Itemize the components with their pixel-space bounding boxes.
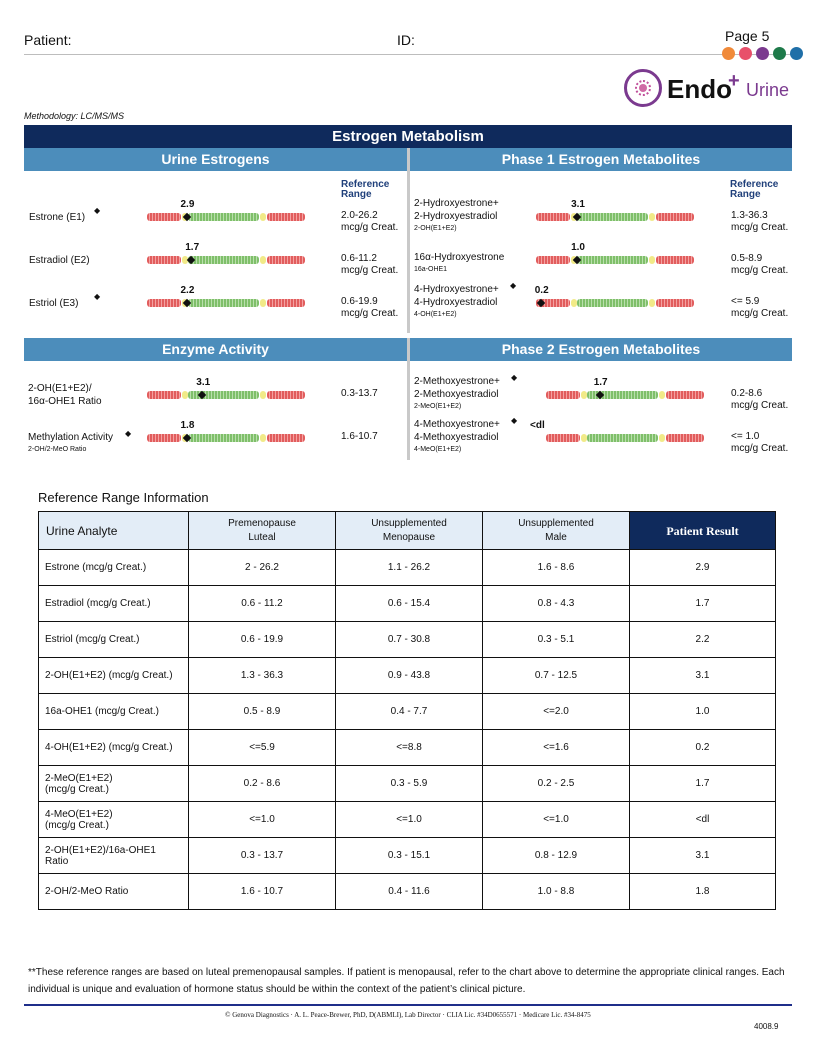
cell-menopause: 0.7 - 30.8 — [336, 622, 483, 658]
methodology: Methodology: LC/MS/MS — [24, 111, 125, 121]
cell-premenopause: 0.6 - 11.2 — [189, 586, 336, 622]
cell-patient-result: 2.2 — [630, 622, 776, 658]
cell-male: <=1.0 — [483, 802, 630, 838]
gauge-segment — [267, 256, 305, 264]
subheader-phase1: Phase 1 Estrogen Metabolites — [410, 148, 792, 171]
brand-dots — [722, 47, 803, 60]
ref-title-right: Reference Range — [730, 179, 779, 200]
cell-analyte: 2-OH(E1+E2) (mcg/g Creat.) — [39, 658, 189, 694]
gauge-segment — [267, 299, 305, 307]
flag-diamond: ◆ — [511, 373, 518, 382]
col-male: Unsupplemented Male — [483, 512, 630, 550]
analyte-label: 4-Hydroxyestradiol — [414, 297, 498, 308]
gauge-segment — [536, 213, 570, 221]
cell-male: 0.2 - 2.5 — [483, 766, 630, 802]
analyte-value: 1.0 — [571, 242, 585, 253]
cell-menopause: 0.4 - 11.6 — [336, 874, 483, 910]
credits: © Genova Diagnostics · A. L. Peace-Brewer, PhD, D(ABMLI), Lab Director · CLIA Lic. #34D0655571 · Medicare Lic. #34-8475 — [225, 1011, 591, 1019]
cell-analyte: 4-OH(E1+E2) (mcg/g Creat.) — [39, 730, 189, 766]
gauge-segment — [188, 299, 259, 307]
cell-premenopause: <=1.0 — [189, 802, 336, 838]
enzyme-gauge — [147, 434, 305, 442]
brand-dot — [790, 47, 803, 60]
gauge-segment — [260, 434, 266, 442]
cell-menopause: 0.4 - 7.7 — [336, 694, 483, 730]
analyte-gauge — [536, 256, 694, 264]
table-row — [39, 586, 776, 622]
table-row — [39, 694, 776, 730]
table-row — [39, 874, 776, 910]
cell-menopause: 1.1 - 26.2 — [336, 550, 483, 586]
column-divider — [407, 148, 410, 333]
analyte-value: 2.9 — [180, 199, 195, 210]
cell-premenopause: 0.6 - 19.9 — [189, 622, 336, 658]
analyte-value: 1.7 — [593, 377, 608, 388]
cell-menopause: <=8.8 — [336, 730, 483, 766]
flag-diamond: ◆ — [125, 429, 132, 438]
logo-endo: Endo — [667, 74, 732, 104]
col-premenopause: Premenopause Luteal — [189, 512, 336, 550]
gauge-segment — [649, 213, 655, 221]
gauge-segment — [656, 299, 694, 307]
cell-patient-result: 3.1 — [630, 838, 776, 874]
patient-label: Patient: — [24, 32, 72, 48]
analyte-label: 2-Methoxyestrone+ — [414, 376, 500, 387]
col-urine-analyte: Urine Analyte — [39, 512, 189, 550]
cell-male: 1.0 - 8.8 — [483, 874, 630, 910]
col-menopause: Unsupplemented Menopause — [336, 512, 483, 550]
reference-range: <= 5.9 — [731, 296, 760, 307]
ref-title-left: Reference Range — [341, 179, 390, 200]
gauge-segment — [577, 256, 648, 264]
table-row — [39, 658, 776, 694]
analyte-value: 1.7 — [185, 242, 200, 253]
enzyme-value: 3.1 — [196, 377, 211, 388]
gauge-segment — [546, 434, 580, 442]
analyte-sublabel: 2-OH/2-MeO Ratio — [28, 446, 87, 453]
logo-plus: + — [728, 70, 740, 92]
cell-patient-result: 1.7 — [630, 766, 776, 802]
reference-range: 1.6-10.7 — [341, 431, 378, 442]
gauge-segment — [546, 391, 580, 399]
analyte-label: 16α-Hydroxyestrone — [414, 252, 505, 263]
gauge-segment — [649, 299, 655, 307]
reference-range-unit: mcg/g Creat. — [731, 222, 789, 233]
cell-premenopause: <=5.9 — [189, 730, 336, 766]
analyte-gauge — [147, 256, 305, 264]
id-label: ID: — [397, 32, 415, 48]
reference-range: 0.2-8.6 — [731, 388, 763, 399]
analyte-gauge — [147, 299, 305, 307]
enzyme-value: 1.8 — [180, 420, 195, 431]
subheader-phase2: Phase 2 Estrogen Metabolites — [410, 338, 792, 361]
cell-premenopause: 0.3 - 13.7 — [189, 838, 336, 874]
cell-premenopause: 0.2 - 8.6 — [189, 766, 336, 802]
gauge-segment — [260, 256, 266, 264]
enzyme-gauge — [147, 391, 305, 399]
brand-dot — [739, 47, 752, 60]
column-divider-lower — [407, 338, 410, 460]
analyte-sublabel: 4-MeO(E1+E2) — [414, 446, 462, 453]
analyte-value: 0.2 — [534, 285, 549, 296]
flag-diamond: ◆ — [511, 416, 518, 425]
cell-male: <=2.0 — [483, 694, 630, 730]
cell-menopause: 0.3 - 5.9 — [336, 766, 483, 802]
cell-patient-result: 1.0 — [630, 694, 776, 730]
reference-range: 0.3-13.7 — [341, 388, 378, 399]
reference-range-table — [38, 511, 776, 910]
analyte-gauge — [546, 391, 704, 399]
analyte-sublabel: 16a-OHE1 — [414, 266, 448, 273]
gauge-segment — [536, 256, 570, 264]
gauge-segment — [577, 299, 648, 307]
gauge-segment — [267, 434, 305, 442]
analyte-label: 2-OH(E1+E2)/ — [28, 383, 92, 394]
reference-range-unit: mcg/g Creat. — [341, 308, 399, 319]
gauge-segment — [649, 256, 655, 264]
cell-analyte: Estrone (mcg/g Creat.) — [39, 550, 189, 586]
cell-premenopause: 1.6 - 10.7 — [189, 874, 336, 910]
cell-patient-result: 1.8 — [630, 874, 776, 910]
gauge-segment — [656, 213, 694, 221]
reference-range-unit: mcg/g Creat. — [731, 400, 789, 411]
analyte-label: Estriol (E3) — [29, 298, 79, 309]
cell-analyte: 16a-OHE1 (mcg/g Creat.) — [39, 694, 189, 730]
gauge-segment — [666, 391, 704, 399]
cell-analyte: Estradiol (mcg/g Creat.) — [39, 586, 189, 622]
cell-analyte: 4-MeO(E1+E2) (mcg/g Creat.) — [39, 802, 189, 838]
cell-premenopause: 1.3 - 36.3 — [189, 658, 336, 694]
analyte-label: 2-Hydroxyestradiol — [414, 211, 498, 222]
cell-male: 0.3 - 5.1 — [483, 622, 630, 658]
cell-patient-result: 2.9 — [630, 550, 776, 586]
reference-range-unit: mcg/g Creat. — [341, 222, 399, 233]
reference-range: <= 1.0 — [731, 431, 760, 442]
table-row — [39, 550, 776, 586]
footnote: **These reference ranges are based on luteal premenopausal samples. If patient is menopausal, refer to the chart above to determine the appropriate clinical ranges. Each individual is unique and evaluation of hormone status should be within the context of the patient’s clinical picture. — [28, 967, 785, 995]
cell-menopause: 0.9 - 43.8 — [336, 658, 483, 694]
gauge-segment — [260, 299, 266, 307]
reference-range: 0.6-11.2 — [341, 253, 377, 264]
reference-range-unit: mcg/g Creat. — [341, 265, 399, 276]
gauge-segment — [656, 256, 694, 264]
analyte-label: 2-Methoxyestradiol — [414, 389, 499, 400]
flag-diamond: ◆ — [510, 281, 517, 290]
analyte-gauge — [546, 434, 704, 442]
analyte-label: Estradiol (E2) — [29, 255, 90, 266]
analyte-value-dl: <dl — [530, 420, 545, 431]
gauge-segment — [147, 256, 181, 264]
reference-range-unit: mcg/g Creat. — [731, 265, 789, 276]
col-patient-result: Patient Result — [630, 512, 776, 550]
cell-patient-result: <dl — [630, 802, 776, 838]
reference-range: 1.3-36.3 — [731, 210, 768, 221]
cell-patient-result: 3.1 — [630, 658, 776, 694]
cell-patient-result: 1.7 — [630, 586, 776, 622]
section-title: Estrogen Metabolism — [24, 125, 792, 148]
brand-dot — [756, 47, 769, 60]
cell-premenopause: 2 - 26.2 — [189, 550, 336, 586]
cell-male: 0.7 - 12.5 — [483, 658, 630, 694]
analyte-label: 4-Hydroxyestrone+ — [414, 284, 499, 295]
cell-analyte: 2-OH(E1+E2)/16a-OHE1 Ratio — [39, 838, 189, 874]
analyte-value: 2.2 — [180, 285, 195, 296]
gauge-segment — [659, 434, 665, 442]
flag-diamond: ◆ — [94, 206, 101, 215]
gauge-segment — [267, 391, 305, 399]
reference-range: 2.0-26.2 — [341, 210, 378, 221]
gauge-segment — [260, 213, 266, 221]
analyte-sublabel: 2-OH(E1+E2) — [414, 225, 457, 232]
table-row — [39, 838, 776, 874]
footer-rule — [24, 1004, 792, 1006]
gauge-segment — [147, 213, 181, 221]
analyte-value: 3.1 — [571, 199, 585, 210]
cell-analyte: 2-MeO(E1+E2) (mcg/g Creat.) — [39, 766, 189, 802]
gauge-segment — [267, 213, 305, 221]
gauge-segment — [666, 434, 704, 442]
reference-range-unit: mcg/g Creat. — [731, 308, 789, 319]
analyte-label: 16α-OHE1 Ratio — [28, 396, 102, 407]
cell-male: <=1.6 — [483, 730, 630, 766]
analyte-label: Estrone (E1) — [29, 212, 86, 223]
brand-dot — [773, 47, 786, 60]
subheader-urine-estrogens: Urine Estrogens — [24, 148, 407, 171]
logo-urine: Urine — [746, 80, 790, 100]
gauge-segment — [147, 434, 181, 442]
cell-patient-result: 0.2 — [630, 730, 776, 766]
table-row — [39, 766, 776, 802]
table-row — [39, 730, 776, 766]
gauge-segment — [188, 434, 259, 442]
endo-logo-icon — [624, 69, 662, 107]
gauge-segment — [188, 256, 259, 264]
cell-male: 0.8 - 4.3 — [483, 586, 630, 622]
header-rule — [24, 54, 792, 55]
subheader-enzyme: Enzyme Activity — [24, 338, 407, 361]
analyte-gauge — [536, 213, 694, 221]
gauge-segment — [260, 391, 266, 399]
gauge-segment — [587, 434, 658, 442]
analyte-sublabel: 2-MeO(E1+E2) — [414, 403, 462, 410]
analyte-label: 2-Hydroxyestrone+ — [414, 198, 499, 209]
analyte-label: 4-Methoxyestrone+ — [414, 419, 500, 430]
cell-analyte: 2-OH/2-MeO Ratio — [39, 874, 189, 910]
flag-diamond: ◆ — [94, 292, 101, 301]
gauge-segment — [147, 299, 181, 307]
cell-menopause: <=1.0 — [336, 802, 483, 838]
page-number: Page 5 — [725, 28, 770, 44]
reference-range-unit: mcg/g Creat. — [731, 443, 789, 454]
cell-male: 1.6 - 8.6 — [483, 550, 630, 586]
gauge-segment — [577, 213, 648, 221]
analyte-sublabel: 4-OH(E1+E2) — [414, 311, 457, 318]
brand-dot — [722, 47, 735, 60]
cell-menopause: 0.6 - 15.4 — [336, 586, 483, 622]
gauge-segment — [659, 391, 665, 399]
cell-premenopause: 0.5 - 8.9 — [189, 694, 336, 730]
table-row — [39, 802, 776, 838]
analyte-label: Methylation Activity — [28, 432, 114, 443]
reference-range: 0.6-19.9 — [341, 296, 378, 307]
reference-range: 0.5-8.9 — [731, 253, 763, 264]
cell-menopause: 0.3 - 15.1 — [336, 838, 483, 874]
cell-male: 0.8 - 12.9 — [483, 838, 630, 874]
cell-analyte: Estriol (mcg/g Creat.) — [39, 622, 189, 658]
form-code: 4008.9 — [754, 1022, 779, 1031]
analyte-label: 4-Methoxyestradiol — [414, 432, 499, 443]
table-row — [39, 622, 776, 658]
analyte-gauge — [536, 299, 694, 307]
gauge-segment — [188, 213, 259, 221]
analyte-gauge — [147, 213, 305, 221]
ref-info-title: Reference Range Information — [38, 490, 209, 505]
gauge-segment — [147, 391, 181, 399]
